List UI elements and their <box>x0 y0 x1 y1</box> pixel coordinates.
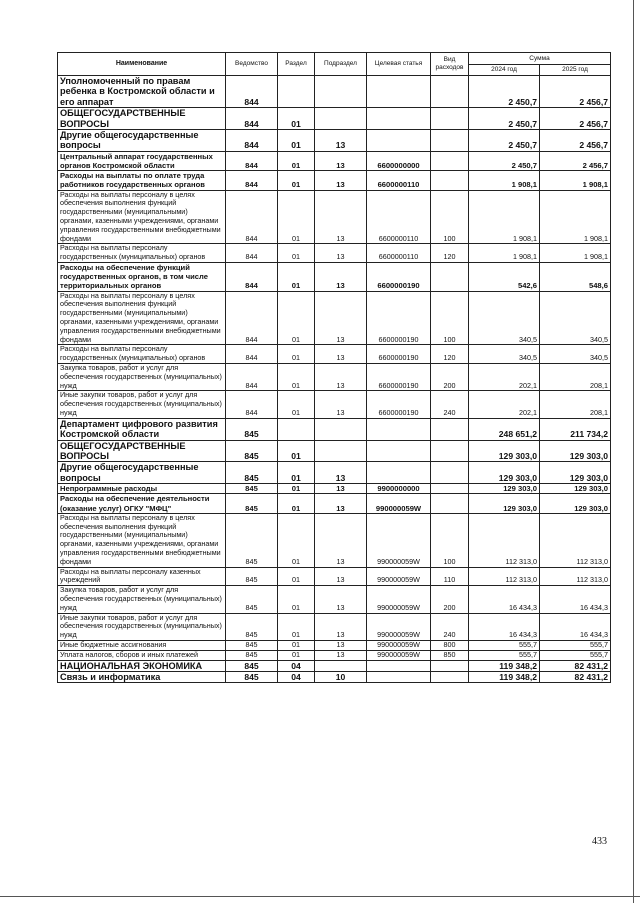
table-row <box>58 151 611 170</box>
cell-razdel: 01 <box>278 513 315 567</box>
cell-tselevaya-statya <box>367 76 431 108</box>
scan-edge-right <box>633 0 634 903</box>
cell-sum-2025: 82 431,2 <box>540 672 611 683</box>
cell-sum-2025: 211 734,2 <box>540 418 611 440</box>
cell-podrazdel: 13 <box>315 641 367 651</box>
cell-podrazdel: 13 <box>315 291 367 345</box>
cell-sum-2025: 1 908,1 <box>540 244 611 263</box>
table-row <box>58 364 611 391</box>
cell-tselevaya-statya: 6600000110 <box>367 244 431 263</box>
cell-vedomstvo: 844 <box>226 263 278 292</box>
cell-vedomstvo: 845 <box>226 462 278 484</box>
cell-tselevaya-statya: 6600000190 <box>367 391 431 418</box>
cell-podrazdel: 13 <box>315 391 367 418</box>
cell-vedomstvo: 845 <box>226 641 278 651</box>
cell-name: Расходы на обеспечение деятельности (оказание услуг) ОГКУ "МФЦ" <box>58 494 226 513</box>
cell-sum-2024: 129 303,0 <box>469 440 540 462</box>
cell-vedomstvo: 844 <box>226 108 278 130</box>
cell-razdel: 01 <box>278 494 315 513</box>
header-vid-rashodov: Вид расходов <box>431 53 469 76</box>
cell-name: Расходы на обеспечение функций государственных органов, в том числе территориальных органов <box>58 263 226 292</box>
cell-name: Другие общегосударственные вопросы <box>58 462 226 484</box>
table-row <box>58 641 611 651</box>
cell-sum-2024: 340,5 <box>469 291 540 345</box>
cell-sum-2024: 112 313,0 <box>469 567 540 586</box>
table-row <box>58 391 611 418</box>
cell-vid-rashodov: 100 <box>431 190 469 244</box>
cell-razdel: 01 <box>278 440 315 462</box>
cell-vedomstvo: 845 <box>226 418 278 440</box>
header-podrazdel: Подраздел <box>315 53 367 76</box>
table-row <box>58 190 611 244</box>
cell-tselevaya-statya: 6600000190 <box>367 291 431 345</box>
cell-sum-2025: 16 434,3 <box>540 613 611 640</box>
cell-sum-2025: 2 456,7 <box>540 76 611 108</box>
cell-name: Расходы на выплаты персоналу в целях обеспечения выполнения функций государственными (муниципальными) органами, казенными учреждениями, органами управления государственными внебюджетными фондами <box>58 291 226 345</box>
cell-tselevaya-statya: 6600000110 <box>367 171 431 190</box>
cell-tselevaya-statya: 6600000000 <box>367 151 431 170</box>
cell-podrazdel: 13 <box>315 244 367 263</box>
cell-podrazdel: 13 <box>315 130 367 152</box>
cell-razdel: 01 <box>278 650 315 660</box>
cell-tselevaya-statya: 6600000190 <box>367 364 431 391</box>
budget-table <box>57 52 611 683</box>
cell-name: НАЦИОНАЛЬНАЯ ЭКОНОМИКА <box>58 660 226 671</box>
cell-vedomstvo: 844 <box>226 291 278 345</box>
cell-podrazdel: 13 <box>315 650 367 660</box>
cell-podrazdel <box>315 660 367 671</box>
cell-vid-rashodov <box>431 151 469 170</box>
cell-sum-2025: 16 434,3 <box>540 586 611 613</box>
cell-name: Расходы на выплаты персоналу казенных учреждений <box>58 567 226 586</box>
cell-name: Иные закупки товаров, работ и услуг для обеспечения государственных (муниципальных) нужд <box>58 613 226 640</box>
header-year-2025: 2025 год <box>540 65 611 76</box>
cell-vid-rashodov: 120 <box>431 345 469 364</box>
cell-vid-rashodov: 800 <box>431 641 469 651</box>
cell-sum-2024: 1 908,1 <box>469 244 540 263</box>
header-vedomstvo: Ведомство <box>226 53 278 76</box>
cell-sum-2024: 2 450,7 <box>469 151 540 170</box>
cell-sum-2024: 542,6 <box>469 263 540 292</box>
cell-sum-2024: 1 908,1 <box>469 171 540 190</box>
cell-tselevaya-statya: 6600000110 <box>367 190 431 244</box>
cell-podrazdel: 13 <box>315 190 367 244</box>
cell-vedomstvo: 844 <box>226 364 278 391</box>
table-row <box>58 513 611 567</box>
table-row <box>58 108 611 130</box>
cell-vedomstvo: 844 <box>226 345 278 364</box>
table-row <box>58 660 611 671</box>
cell-razdel: 01 <box>278 462 315 484</box>
cell-vid-rashodov <box>431 672 469 683</box>
cell-vid-rashodov: 120 <box>431 244 469 263</box>
cell-vid-rashodov <box>431 484 469 494</box>
cell-vedomstvo: 844 <box>226 190 278 244</box>
cell-sum-2025: 2 456,7 <box>540 151 611 170</box>
cell-podrazdel: 13 <box>315 462 367 484</box>
cell-tselevaya-statya: 6600000190 <box>367 345 431 364</box>
cell-vid-rashodov <box>431 263 469 292</box>
cell-sum-2024: 2 450,7 <box>469 130 540 152</box>
cell-vid-rashodov: 850 <box>431 650 469 660</box>
cell-tselevaya-statya <box>367 108 431 130</box>
cell-vedomstvo: 844 <box>226 391 278 418</box>
cell-name: Центральный аппарат государственных органов Костромской области <box>58 151 226 170</box>
cell-razdel: 01 <box>278 190 315 244</box>
table-row <box>58 171 611 190</box>
cell-razdel: 01 <box>278 641 315 651</box>
cell-podrazdel: 13 <box>315 586 367 613</box>
cell-name: Расходы на выплаты по оплате труда работников государственных органов <box>58 171 226 190</box>
cell-razdel: 01 <box>278 171 315 190</box>
budget-table-sheet <box>57 52 610 683</box>
cell-tselevaya-statya <box>367 462 431 484</box>
header-year-2024: 2024 год <box>469 65 540 76</box>
table-header <box>58 53 611 76</box>
table-row <box>58 650 611 660</box>
cell-podrazdel: 13 <box>315 494 367 513</box>
cell-tselevaya-statya: 990000059W <box>367 494 431 513</box>
cell-razdel: 01 <box>278 151 315 170</box>
cell-sum-2025: 208,1 <box>540 364 611 391</box>
cell-name: Расходы на выплаты персоналу в целях обеспечения выполнения функций государственными (муниципальными) органами, казенными учреждениями, органами управления государственными внебюджетными фондами <box>58 190 226 244</box>
table-row <box>58 484 611 494</box>
cell-vedomstvo: 844 <box>226 171 278 190</box>
cell-vid-rashodov <box>431 76 469 108</box>
cell-sum-2025: 129 303,0 <box>540 462 611 484</box>
cell-sum-2025: 2 456,7 <box>540 108 611 130</box>
cell-tselevaya-statya: 990000059W <box>367 650 431 660</box>
cell-sum-2025: 2 456,7 <box>540 130 611 152</box>
cell-sum-2025: 548,6 <box>540 263 611 292</box>
cell-razdel: 01 <box>278 263 315 292</box>
page-number: 433 <box>592 836 607 847</box>
cell-sum-2024: 555,7 <box>469 650 540 660</box>
cell-sum-2025: 1 908,1 <box>540 171 611 190</box>
cell-vid-rashodov: 240 <box>431 613 469 640</box>
cell-sum-2025: 112 313,0 <box>540 513 611 567</box>
cell-vedomstvo: 845 <box>226 513 278 567</box>
table-body <box>58 76 611 683</box>
cell-sum-2025: 129 303,0 <box>540 484 611 494</box>
cell-tselevaya-statya <box>367 660 431 671</box>
cell-tselevaya-statya <box>367 418 431 440</box>
cell-name: Расходы на выплаты персоналу государственных (муниципальных) органов <box>58 244 226 263</box>
cell-sum-2025: 1 908,1 <box>540 190 611 244</box>
cell-tselevaya-statya: 6600000190 <box>367 263 431 292</box>
cell-podrazdel: 13 <box>315 364 367 391</box>
cell-podrazdel <box>315 76 367 108</box>
scan-edge-bottom <box>0 896 640 897</box>
cell-vedomstvo: 845 <box>226 660 278 671</box>
cell-sum-2025: 555,7 <box>540 650 611 660</box>
cell-sum-2025: 112 313,0 <box>540 567 611 586</box>
cell-razdel: 01 <box>278 567 315 586</box>
cell-razdel: 04 <box>278 672 315 683</box>
cell-razdel: 04 <box>278 660 315 671</box>
cell-sum-2024: 129 303,0 <box>469 462 540 484</box>
header-tselevaya-statya: Целевая статья <box>367 53 431 76</box>
cell-name: Департамент цифрового развития Костромской области <box>58 418 226 440</box>
cell-sum-2025: 340,5 <box>540 345 611 364</box>
cell-sum-2025: 208,1 <box>540 391 611 418</box>
table-row <box>58 672 611 683</box>
table-row <box>58 586 611 613</box>
cell-vid-rashodov <box>431 440 469 462</box>
cell-razdel <box>278 76 315 108</box>
cell-vid-rashodov: 200 <box>431 586 469 613</box>
cell-razdel: 01 <box>278 345 315 364</box>
cell-podrazdel: 13 <box>315 263 367 292</box>
cell-podrazdel: 10 <box>315 672 367 683</box>
cell-name: ОБЩЕГОСУДАРСТВЕННЫЕ ВОПРОСЫ <box>58 108 226 130</box>
cell-vid-rashodov: 240 <box>431 391 469 418</box>
cell-name: Иные закупки товаров, работ и услуг для обеспечения государственных (муниципальных) нужд <box>58 391 226 418</box>
cell-vedomstvo: 844 <box>226 151 278 170</box>
cell-vid-rashodov: 100 <box>431 513 469 567</box>
cell-sum-2024: 202,1 <box>469 364 540 391</box>
cell-tselevaya-statya: 990000059W <box>367 586 431 613</box>
cell-sum-2024: 202,1 <box>469 391 540 418</box>
cell-razdel: 01 <box>278 613 315 640</box>
cell-vedomstvo: 845 <box>226 613 278 640</box>
cell-sum-2024: 340,5 <box>469 345 540 364</box>
cell-sum-2024: 1 908,1 <box>469 190 540 244</box>
cell-vid-rashodov <box>431 462 469 484</box>
cell-vedomstvo: 845 <box>226 484 278 494</box>
cell-podrazdel <box>315 108 367 130</box>
cell-name: ОБЩЕГОСУДАРСТВЕННЫЕ ВОПРОСЫ <box>58 440 226 462</box>
table-row <box>58 244 611 263</box>
table-row <box>58 130 611 152</box>
cell-razdel <box>278 418 315 440</box>
cell-name: Закупка товаров, работ и услуг для обеспечения государственных (муниципальных) нужд <box>58 364 226 391</box>
cell-name: Другие общегосударственные вопросы <box>58 130 226 152</box>
table-row <box>58 263 611 292</box>
cell-vedomstvo: 845 <box>226 586 278 613</box>
cell-sum-2024: 112 313,0 <box>469 513 540 567</box>
cell-razdel: 01 <box>278 586 315 613</box>
cell-tselevaya-statya <box>367 672 431 683</box>
cell-podrazdel: 13 <box>315 151 367 170</box>
cell-sum-2025: 555,7 <box>540 641 611 651</box>
cell-podrazdel: 13 <box>315 613 367 640</box>
cell-sum-2024: 129 303,0 <box>469 484 540 494</box>
cell-vid-rashodov <box>431 171 469 190</box>
cell-name: Иные бюджетные ассигнования <box>58 641 226 651</box>
table-row <box>58 613 611 640</box>
cell-sum-2025: 129 303,0 <box>540 494 611 513</box>
table-row <box>58 345 611 364</box>
cell-tselevaya-statya: 990000059W <box>367 641 431 651</box>
cell-tselevaya-statya: 990000059W <box>367 567 431 586</box>
table-row <box>58 76 611 108</box>
cell-vedomstvo: 845 <box>226 440 278 462</box>
cell-podrazdel: 13 <box>315 345 367 364</box>
cell-sum-2024: 119 348,2 <box>469 672 540 683</box>
cell-podrazdel: 13 <box>315 484 367 494</box>
cell-razdel: 01 <box>278 130 315 152</box>
cell-sum-2024: 16 434,3 <box>469 586 540 613</box>
cell-vid-rashodov <box>431 108 469 130</box>
cell-name: Непрограммные расходы <box>58 484 226 494</box>
cell-vedomstvo: 845 <box>226 567 278 586</box>
cell-razdel: 01 <box>278 244 315 263</box>
cell-name: Расходы на выплаты персоналу в целях обеспечения выполнения функций государственными (муниципальными) органами, казенными учреждениями, органами управления государственными внебюджетными фондами <box>58 513 226 567</box>
cell-sum-2025: 129 303,0 <box>540 440 611 462</box>
cell-vid-rashodov: 110 <box>431 567 469 586</box>
header-name: Наименование <box>58 53 226 76</box>
cell-podrazdel: 13 <box>315 567 367 586</box>
cell-sum-2024: 16 434,3 <box>469 613 540 640</box>
cell-tselevaya-statya: 9900000000 <box>367 484 431 494</box>
cell-sum-2024: 248 651,2 <box>469 418 540 440</box>
cell-vid-rashodov <box>431 660 469 671</box>
table-row <box>58 462 611 484</box>
table-row <box>58 567 611 586</box>
cell-vid-rashodov <box>431 130 469 152</box>
cell-vedomstvo: 845 <box>226 650 278 660</box>
cell-podrazdel <box>315 418 367 440</box>
cell-tselevaya-statya <box>367 130 431 152</box>
cell-vedomstvo: 844 <box>226 244 278 263</box>
cell-name: Расходы на выплаты персоналу государственных (муниципальных) органов <box>58 345 226 364</box>
header-summa: Сумма <box>469 53 611 65</box>
cell-name: Закупка товаров, работ и услуг для обеспечения государственных (муниципальных) нужд <box>58 586 226 613</box>
cell-vid-rashodov: 200 <box>431 364 469 391</box>
cell-tselevaya-statya: 990000059W <box>367 513 431 567</box>
cell-vid-rashodov: 100 <box>431 291 469 345</box>
cell-tselevaya-statya <box>367 440 431 462</box>
cell-vedomstvo: 844 <box>226 76 278 108</box>
cell-razdel: 01 <box>278 364 315 391</box>
cell-name: Связь и информатика <box>58 672 226 683</box>
table-row <box>58 440 611 462</box>
table-row <box>58 494 611 513</box>
cell-podrazdel: 13 <box>315 513 367 567</box>
cell-podrazdel <box>315 440 367 462</box>
header-razdel: Раздел <box>278 53 315 76</box>
cell-tselevaya-statya: 990000059W <box>367 613 431 640</box>
cell-podrazdel: 13 <box>315 171 367 190</box>
cell-name: Уплата налогов, сборов и иных платежей <box>58 650 226 660</box>
cell-sum-2024: 555,7 <box>469 641 540 651</box>
cell-vedomstvo: 845 <box>226 494 278 513</box>
cell-sum-2024: 2 450,7 <box>469 76 540 108</box>
cell-sum-2025: 340,5 <box>540 291 611 345</box>
table-row <box>58 418 611 440</box>
cell-name: Уполномоченный по правам ребенка в Костромской области и его аппарат <box>58 76 226 108</box>
cell-vid-rashodov <box>431 418 469 440</box>
cell-razdel: 01 <box>278 391 315 418</box>
cell-sum-2025: 82 431,2 <box>540 660 611 671</box>
cell-razdel: 01 <box>278 108 315 130</box>
cell-vid-rashodov <box>431 494 469 513</box>
cell-vedomstvo: 845 <box>226 672 278 683</box>
cell-razdel: 01 <box>278 291 315 345</box>
cell-sum-2024: 119 348,2 <box>469 660 540 671</box>
cell-razdel: 01 <box>278 484 315 494</box>
cell-sum-2024: 129 303,0 <box>469 494 540 513</box>
table-row <box>58 291 611 345</box>
cell-sum-2024: 2 450,7 <box>469 108 540 130</box>
cell-vedomstvo: 844 <box>226 130 278 152</box>
